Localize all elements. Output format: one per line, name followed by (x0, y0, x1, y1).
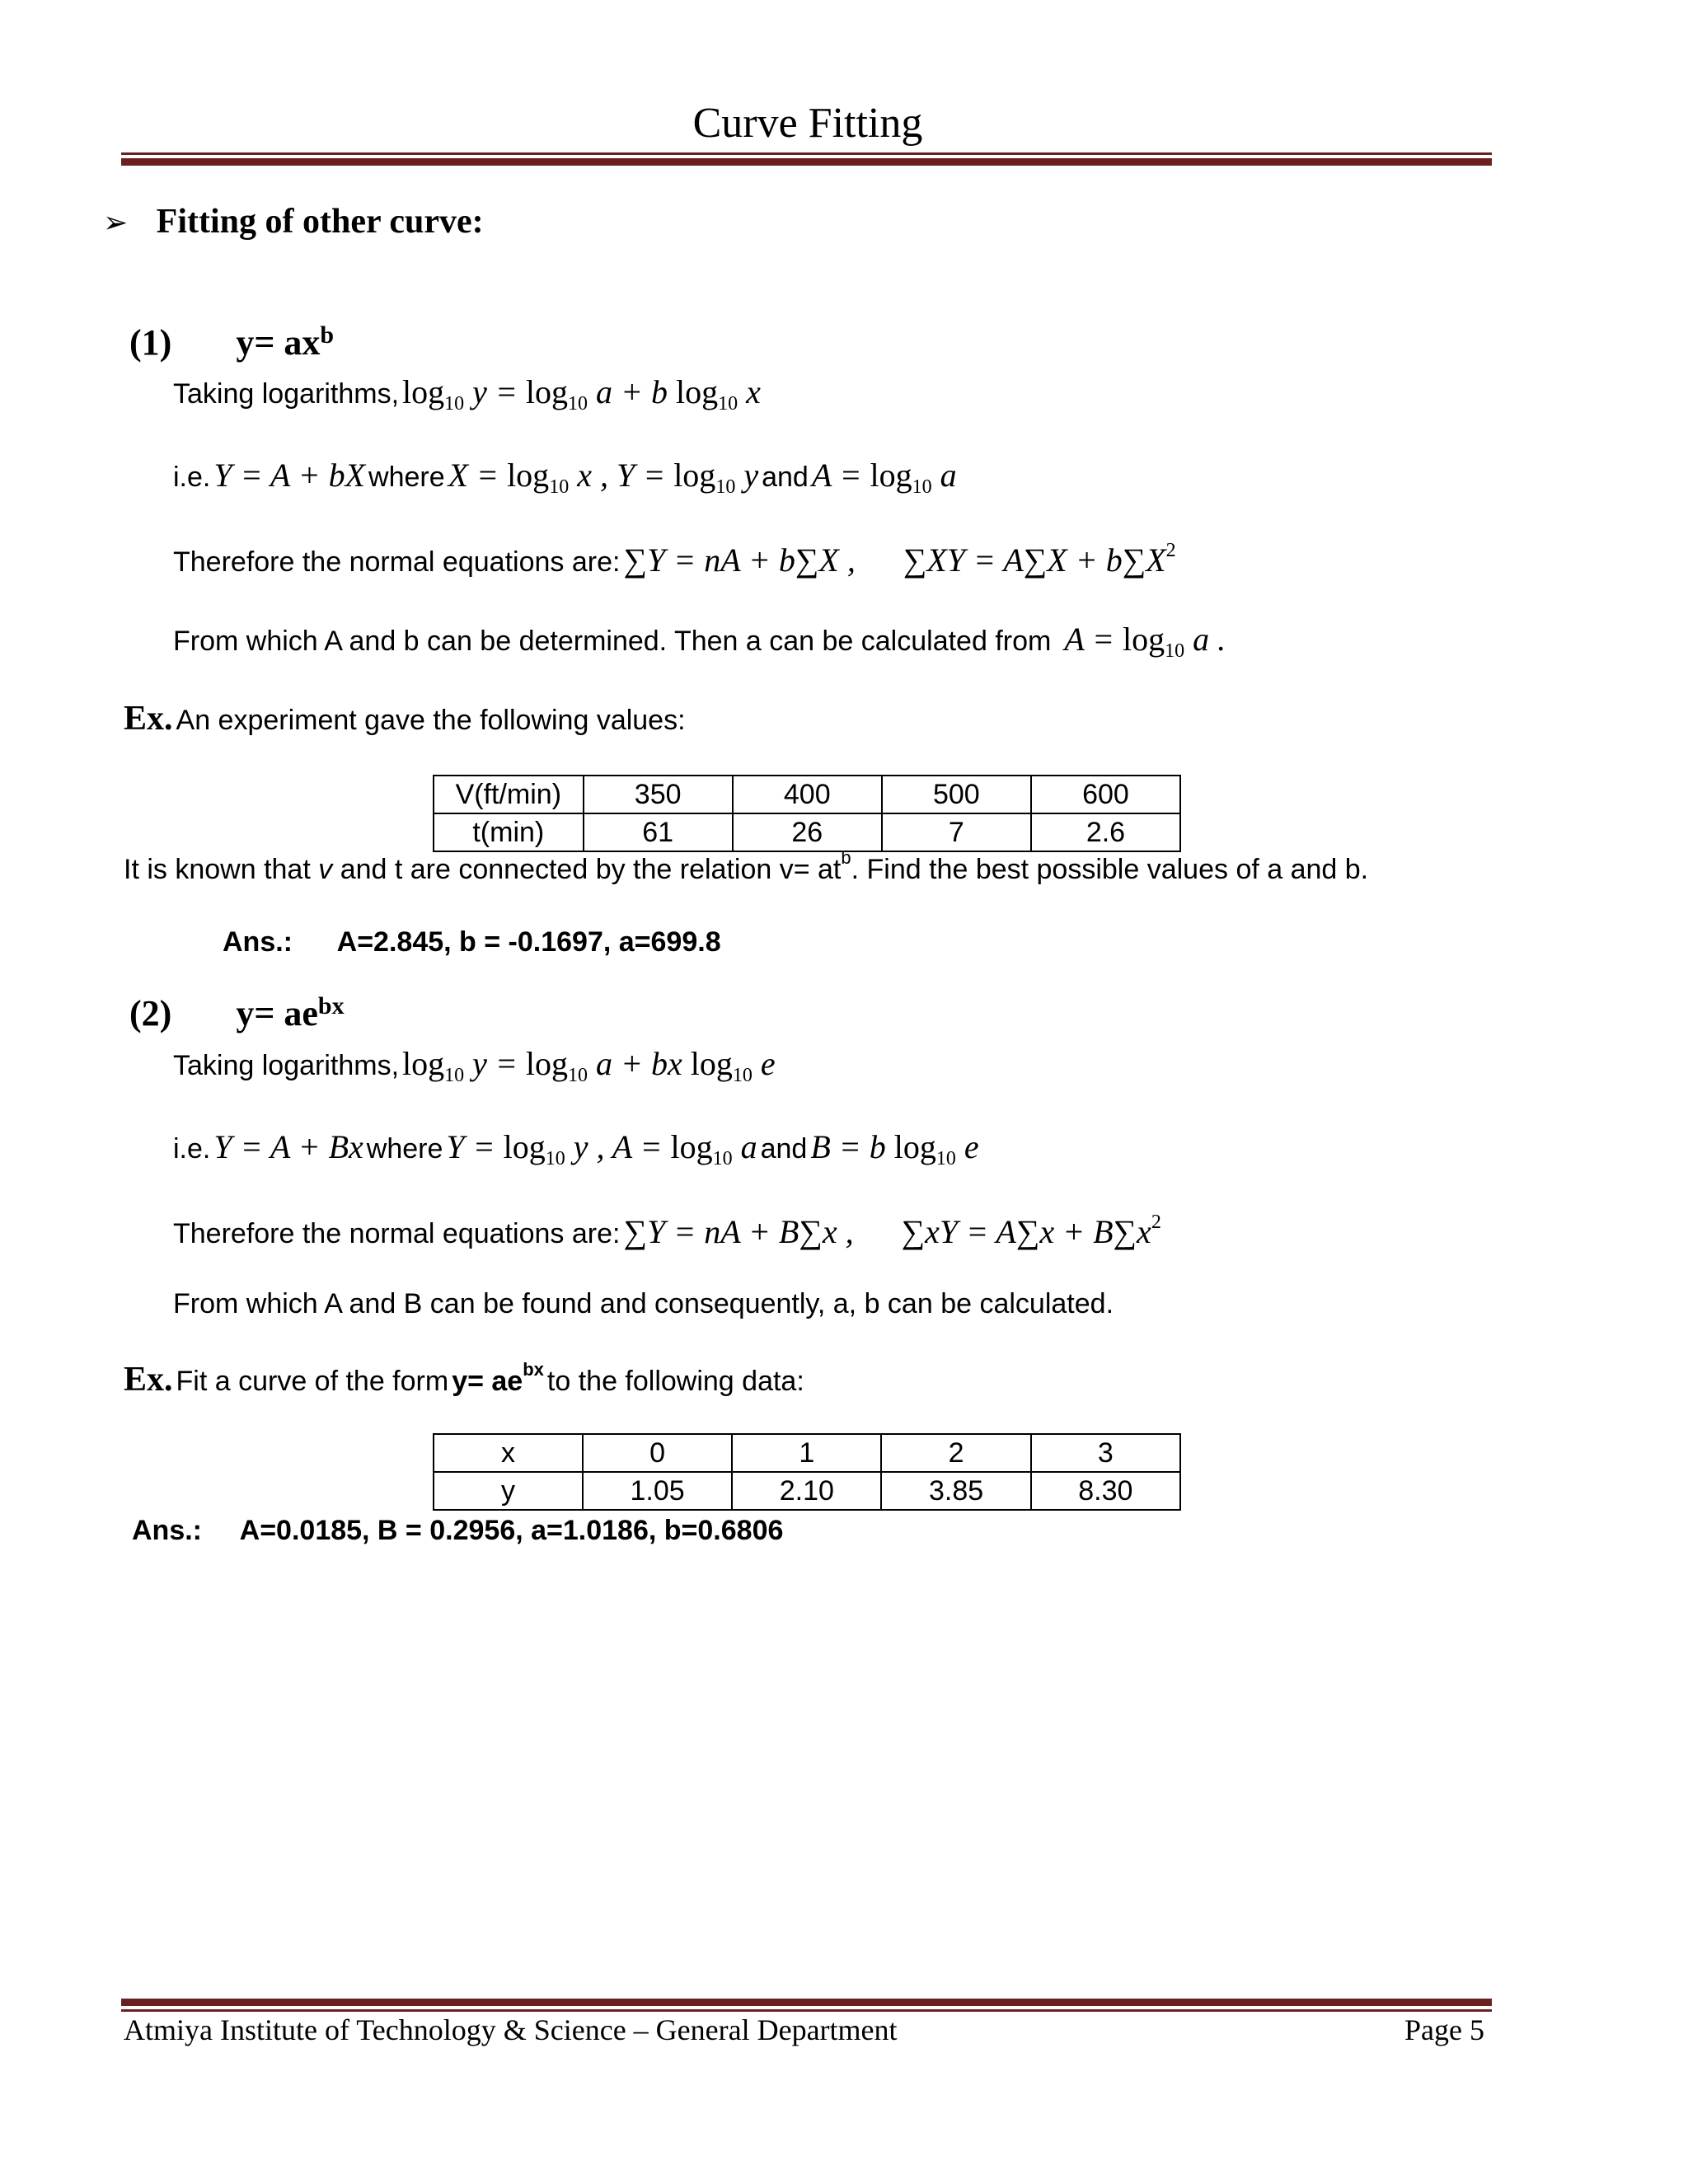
example1-relation (124, 847, 1369, 886)
answer-label: Ans.: (132, 1515, 202, 1546)
relation-pre: It is known that (124, 854, 311, 885)
footer-institute: Atmiya Institute of Technology & Science – General Department (124, 2013, 898, 2046)
table-cell: 2 (881, 1434, 1030, 1472)
table-cell: x (434, 1434, 583, 1472)
table-cell: 7 (882, 813, 1031, 851)
part2-heading (129, 992, 345, 1034)
part2-number: (2) (129, 993, 172, 1033)
table-cell: y (434, 1472, 583, 1510)
table-cell: 1.05 (583, 1472, 732, 1510)
table-cell: t(min) (434, 813, 584, 851)
example2-intro-pre: Fit a curve of the form (176, 1366, 449, 1397)
part1-and-label: and (762, 462, 809, 493)
example2-answer (132, 1515, 783, 1547)
part2-substitution: i.e. Y = A + Bx where $Y = \log_{10} y$ , $A = \log_{10} a$ and B = b $\log_{10} e$ (173, 1128, 979, 1169)
table-cell: 3.85 (881, 1472, 1030, 1510)
example1-intro (124, 699, 686, 738)
part1-where-label: where (368, 462, 445, 493)
example2-ex-label: Ex. (124, 1361, 173, 1399)
part1-number: (1) (129, 322, 172, 363)
relation-v: v (318, 854, 333, 885)
part2-form: y= ae (236, 993, 318, 1033)
part2-from-which: From which A and B can be found and consequently, a, b can be calculated. (173, 1288, 1114, 1319)
example2-intro-bold: y= ae (452, 1366, 523, 1397)
section-title: Fitting of other curve: (156, 203, 484, 241)
example1-table (433, 775, 1181, 852)
part2-form-sup: bx (317, 992, 345, 1019)
part1-form: y= ax (236, 322, 321, 363)
example1-answer (223, 926, 721, 958)
part1-from-which-text: From which A and b can be determined. Then a can be calculated from (173, 626, 1052, 657)
part2-ie-label: i.e. (173, 1133, 211, 1165)
part1-substitution: i.e. Y = A + bX where $X = \log_{10} x$ , $Y = \log_{10} y$ and $A = \log_{10} a$ (173, 457, 957, 498)
table-row (434, 813, 1180, 851)
part1-normal-equations: Therefore the normal equations are: ∑Y = nA + b∑X , $\sum XY = A\sum X + b\sum X^2$ (173, 540, 1176, 579)
relation-post: . Find the best possible values of a and b. (851, 854, 1369, 885)
table-cell: V(ft/min) (434, 776, 584, 813)
table-cell: 0 (583, 1434, 732, 1472)
part2-normal-equations: Therefore the normal equations are: ∑Y = nA + B∑x , $\sum xY = A\sum x + B\sum x^2$ (173, 1212, 1161, 1250)
example2-intro-sup: bx (523, 1359, 544, 1380)
part1-form-sup: b (320, 321, 335, 349)
table-cell: 2.10 (732, 1472, 881, 1510)
footer-page-number: Page 5 (1404, 2013, 1484, 2046)
part1-taking-logs-label: Taking logarithms, (173, 378, 400, 410)
section-heading (103, 202, 484, 241)
table-row (434, 776, 1180, 813)
relation-mid: and t are connected by the relation v= at (340, 854, 842, 885)
part2-and-label: and (760, 1133, 808, 1165)
part2-taking-logs-label: Taking logarithms, (173, 1050, 400, 1081)
table-cell: 600 (1031, 776, 1180, 813)
table-cell: 3 (1031, 1434, 1180, 1472)
part2-where-label: where (366, 1133, 443, 1165)
part1-taking-logs (173, 373, 761, 415)
table-cell: 26 (733, 813, 882, 851)
part1-heading (129, 321, 334, 363)
part1-log-equation: $\log_{10} y = \log_{10} a + b$ $\log_{10} x$ (402, 373, 761, 415)
table-cell: 8.30 (1031, 1472, 1180, 1510)
example2-table (433, 1433, 1181, 1511)
example2-intro-post: to the following data: (546, 1366, 804, 1397)
answer-value: A=2.845, b = -0.1697, a=699.8 (336, 926, 721, 958)
table-cell: 350 (584, 776, 733, 813)
relation-sup: b (841, 847, 851, 868)
example1-intro-text: An experiment gave the following values: (176, 705, 686, 736)
table-cell: 400 (733, 776, 882, 813)
part2-normal-label: Therefore the normal equations are: (173, 1218, 621, 1249)
page-title: Curve Fitting (692, 100, 923, 147)
part1-ie-label: i.e. (173, 462, 211, 493)
table-cell: 1 (732, 1434, 881, 1472)
table-cell: 2.6 (1031, 813, 1180, 851)
table-row (434, 1472, 1180, 1510)
part2-log-equation: $\log_{10} y = \log_{10} a$ + bx $\log_{10} e$ (402, 1045, 776, 1086)
footer-rule-thin (121, 2009, 1492, 2012)
part1-normal-label: Therefore the normal equations are: (173, 546, 621, 578)
bullet-arrow-icon: ➢ (103, 206, 129, 240)
example1-ex-label: Ex. (124, 700, 173, 738)
answer-label: Ans.: (223, 926, 293, 958)
table-cell: 61 (584, 813, 733, 851)
header-rule-thick (121, 158, 1492, 166)
header-rule-thin (121, 152, 1492, 155)
part2-taking-logs (173, 1044, 776, 1086)
part1-from-which: From which A and b can be determined. Then a can be calculated from $A = \log_{10} a$ . (173, 621, 1226, 662)
answer-value: A=0.0185, B = 0.2956, a=1.0186, b=0.6806 (239, 1515, 784, 1546)
table-row (434, 1434, 1180, 1472)
footer-rule-thick (121, 1999, 1492, 2006)
table-cell: 500 (882, 776, 1031, 813)
example2-intro (124, 1360, 804, 1399)
